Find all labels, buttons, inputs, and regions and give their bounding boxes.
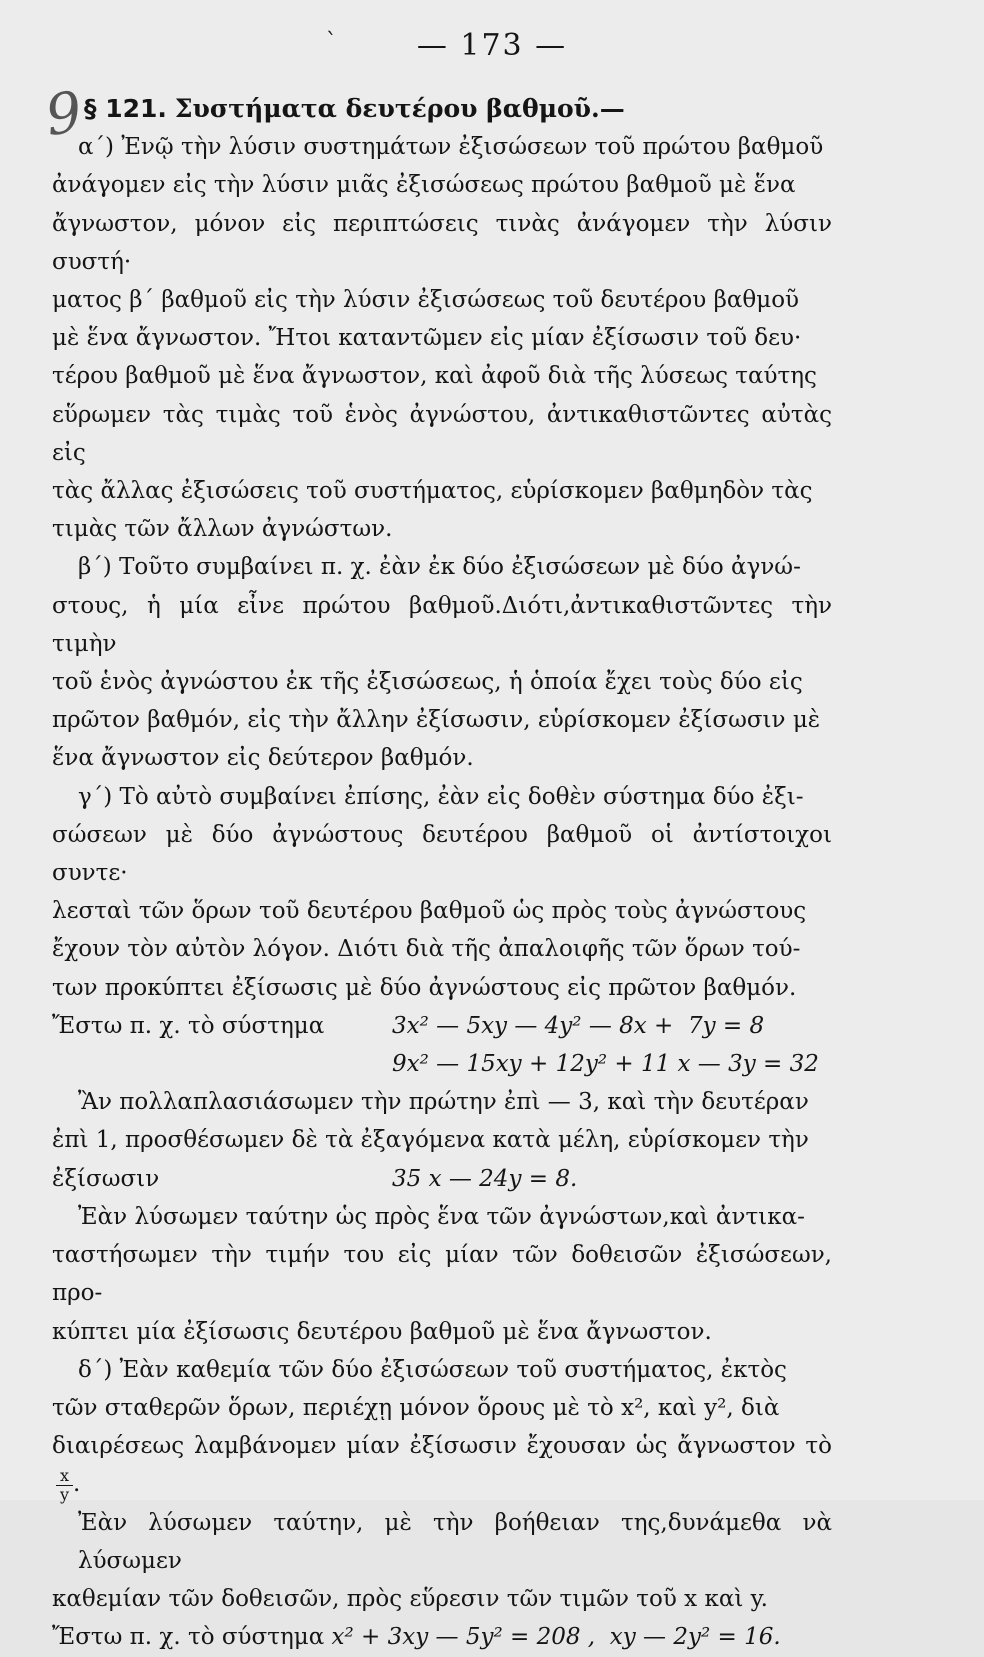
text-line: εὕρωμεν τὰς τιμὰς τοῦ ἑνὸς ἀγνώστου, ἀντικαθιστῶντες αὐτὰς εἰς [52, 401, 840, 466]
page-body [52, 90, 840, 1657]
equation-second: 9x² — 15xy + 12y² + 11 x — 3y = 32 [392, 1051, 819, 1078]
text-line: τέρου βαθμοῦ μὲ ἕνα ἄγνωστον, καὶ ἀφοῦ διὰ τῆς λύσεως ταύτης [52, 363, 817, 390]
result-equation-line [52, 1160, 832, 1198]
text-line: ἐπὶ 1, προσθέσωμεν δὲ τὰ ἐξαγόμενα κατὰ μέλη, εὑρίσκομεν τὴν [52, 1127, 809, 1154]
text-line: Ἐὰν λύσωμεν ταύτην ὡς πρὸς ἕνα τῶν ἀγνώστων,καὶ ἀντικα- [78, 1203, 805, 1230]
fraction-numerator: x [56, 1467, 73, 1486]
text-line: πρῶτον βαθμόν, εἰς τὴν ἄλλην ἐξίσωσιν, εὑρίσκομεν ἐξίσωσιν μὲ [52, 707, 821, 734]
fraction-denominator: y [60, 1484, 70, 1504]
text-line: γ΄) Τὸ αὐτὸ συμβαίνει ἐπίσης, ἐὰν εἰς δοθὲν σύστημα δύο ἐξι- [78, 783, 804, 810]
text-line: Ἐὰν λύσωμεν ταύτην, μὲ τὴν βοήθειαν της,δυνάμεθα νὰ λύσωμεν [78, 1509, 840, 1575]
paragraph-gamma [52, 778, 840, 1007]
text-line: ματος β΄ βαθμοῦ εἰς τὴν λύσιν ἐξισώσεως τοῦ δευτέρου βαθμοῦ [52, 287, 800, 314]
text-line: τὰς ἄλλας ἐξισώσεις τοῦ συστήματος, εὑρίσκομεν βαθμηδὸν τὰς [52, 478, 813, 505]
example-label: Ἔστω π. χ. τὸ σύστημα [52, 1012, 325, 1039]
text-line: τοῦ ἑνὸς ἀγνώστου ἐκ τῆς ἐξισώσεως, ἡ ὁποία ἔχει τοὺς δύο εἰς [52, 669, 803, 696]
text-line: α΄) Ἐνῷ τὴν λύσιν συστημάτων ἐξισώσεων τοῦ πρώτου βαθμοῦ [78, 134, 824, 161]
text-fragment: διαιρέσεως λαμβάνομεν μίαν ἐξίσωσιν ἔχουσαν ὡς ἄγνωστον τὸ [52, 1433, 832, 1460]
text-line: ἀνάγομεν εἰς τὴν λύσιν μιᾶς ἐξισώσεως πρώτου βαθμοῦ μὲ ἕνα [52, 172, 796, 199]
section-number: § 121. [84, 94, 167, 123]
text-line: των προκύπτει ἐξίσωσις μὲ δύο ἀγνώστους εἰς πρῶτον βαθμόν. [52, 974, 797, 1001]
result-equation: 35 x — 24y = 8. [392, 1165, 578, 1192]
text-line: δ΄) Ἐὰν καθεμία τῶν δύο ἐξισώσεων τοῦ συστήματος, ἐκτὸς [78, 1356, 787, 1383]
result-label: ἐξίσωσιν [52, 1165, 160, 1192]
margin-pencil-mark: 9 [41, 79, 86, 150]
text-line-with-fraction [52, 1427, 832, 1504]
text-line: τῶν σταθερῶν ὅρων, περιέχῃ μόνον ὅρους μὲ τὸ x², καὶ y², διὰ [52, 1394, 780, 1421]
text-line: μὲ ἕνα ἄγνωστον. Ἤτοι καταντῶμεν εἰς μίαν ἐξίσωσιν τοῦ δευ· [52, 325, 802, 352]
paragraph-alpha [52, 128, 840, 548]
paragraph-beta [52, 548, 840, 777]
paragraph-delta [52, 1351, 840, 1619]
text-line: β΄) Τοῦτο συμβαίνει π. χ. ἐὰν ἐκ δύο ἐξισώσεων μὲ δύο ἀγνώ- [78, 554, 801, 581]
multiply-paragraph [52, 1083, 832, 1159]
text-line: καθεμίαν τῶν δοθεισῶν, πρὸς εὕρεσιν τῶν τιμῶν τοῦ x καὶ y. [52, 1586, 768, 1613]
fraction-x-over-y [56, 1467, 73, 1504]
page-number: — 173 — [416, 28, 568, 63]
text-line: ἕνα ἄγνωστον εἰς δεύτερον βαθμόν. [52, 745, 474, 772]
example-line [52, 1007, 832, 1045]
sentence-end: . [73, 1471, 81, 1498]
text-line: τιμὰς τῶν ἄλλων ἀγνώστων. [52, 516, 393, 543]
solve-paragraph [52, 1198, 840, 1351]
text-line: κύπτει μία ἐξίσωσις δευτέρου βαθμοῦ μὲ ἕνα ἄγνωστον. [52, 1318, 712, 1345]
text-line: ἔχουν τὸν αὐτὸν λόγον. Διότι διὰ τῆς ἀπαλοιφῆς τῶν ὅρων τού- [52, 936, 801, 963]
equation-system: x² + 3xy — 5y² = 208 , xy — 2y² = 16. [331, 1624, 781, 1651]
text-line: ταστήσωμεν τὴν τιμήν του εἰς μίαν τῶν δοθεισῶν ἐξισώσεων, προ- [52, 1242, 840, 1307]
example-system-gamma [52, 1007, 832, 1083]
example-system-delta [52, 1618, 832, 1656]
text-line: λεσταὶ τῶν ὅρων τοῦ δευτέρου βαθμοῦ ὡς πρὸς τοὺς ἀγνώστους [52, 898, 807, 925]
text-line: ἄγνωστον, μόνον εἰς περιπτώσεις τινὰς ἀνάγομεν τὴν λύσιν συστή· [52, 210, 840, 275]
text-line: σώσεων μὲ δύο ἀγνώστους δευτέρου βαθμοῦ οἱ ἀντίστοιχοι συντε· [52, 821, 840, 887]
tick-mark: ` [326, 30, 337, 55]
section-title: Συστήματα δευτέρου βαθμοῦ.— [174, 94, 625, 123]
text-line: στους, ἡ μία εἶνε πρώτου βαθμοῦ.Διότι,ἀντικαθιστῶντες τὴν τιμὴν [52, 592, 840, 657]
section-heading [84, 90, 832, 128]
example-label: Ἔστω π. χ. τὸ σύστημα [52, 1624, 325, 1651]
text-line: Ἂν πολλαπλασιάσωμεν τὴν πρώτην ἐπὶ — 3, καὶ τὴν δευτέραν [78, 1089, 809, 1116]
equation-first: 3x² — 5xy — 4y² — 8x + 7y = 8 [392, 1012, 765, 1039]
